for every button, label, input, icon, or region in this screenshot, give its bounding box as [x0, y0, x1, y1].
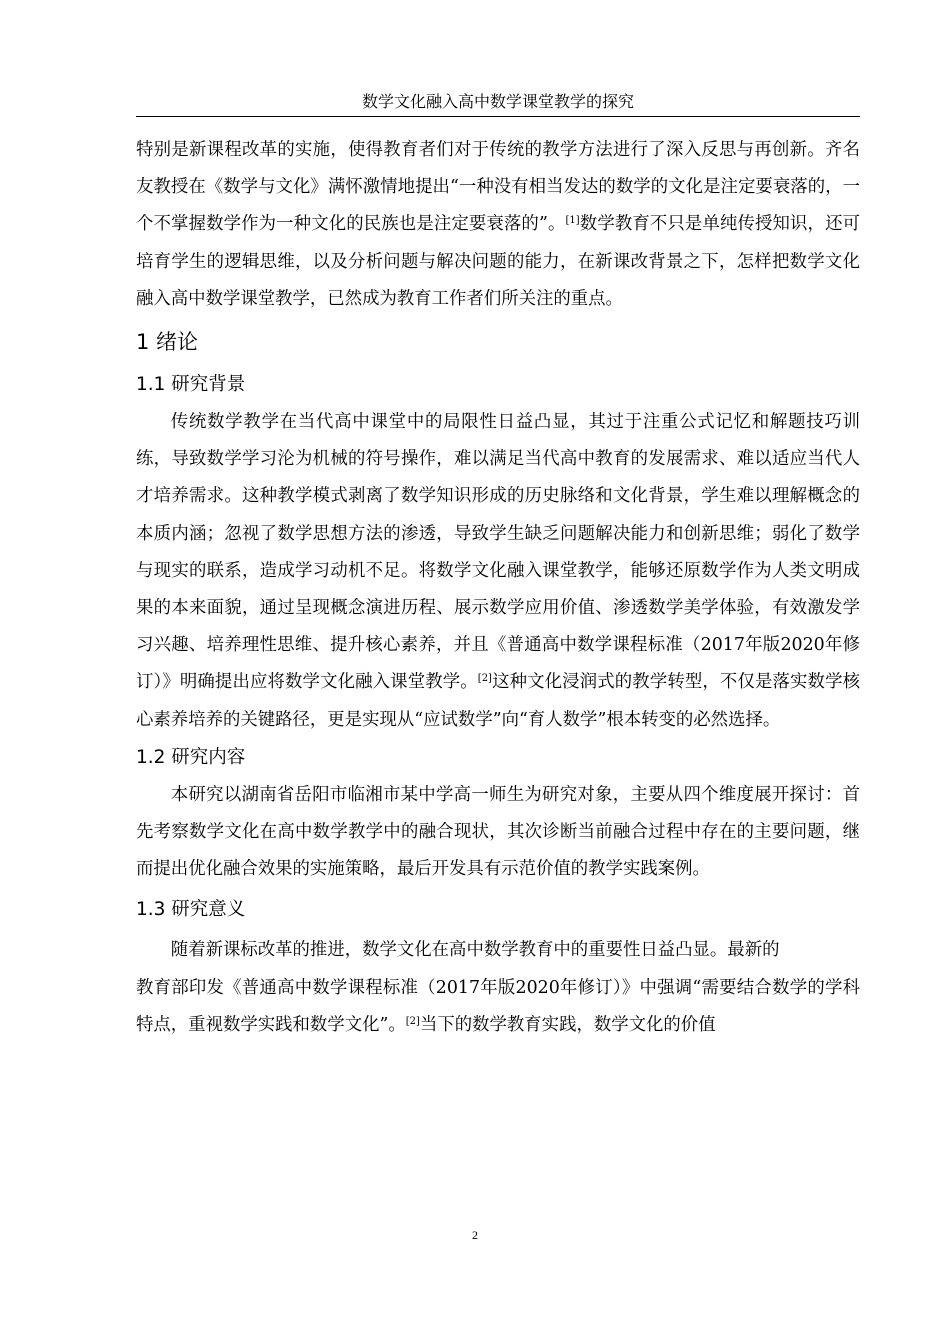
section-1-3-heading: 1.3 研究意义: [136, 899, 246, 921]
section-1-1-text-b: 这种文化浸润式的教学转型，不仅是落实数学核心素养培养的关键路径，更是实现从“应试数学”向“育人数学”根本转变的必然选择。: [136, 672, 860, 730]
header-title: 数学文化融入高中数学课堂教学的探究: [361, 92, 634, 111]
section-1-3-paragraph: [136, 970, 860, 1044]
intro-text-b: 数学教育不只是单纯传授知识，还可培育学生的逻辑思维，以及分析问题与解决问题的能力，在新课改背景之下，怎样把数学文化融入高中数学课堂教学，已然成为教育工作者们所关注的重点。: [136, 214, 860, 309]
section-1-1-heading: 1.1 研究背景: [136, 374, 246, 396]
citation-1: [1]: [565, 215, 580, 227]
citation-2-repeat: [2]: [405, 1015, 420, 1027]
section-1-3-text-b: 教育部印发《普通高中数学课程标准（2017年版2020年修订）》中强调“需要结合数学的学科特点，重视数学实践和数学文化”。: [136, 977, 860, 1035]
intro-paragraph: [136, 132, 860, 318]
section-1-3-paragraph-first-line: 随着新课标改革的推进，数学文化在高中数学教育中的重要性日益凸显。最新的: [170, 940, 780, 961]
section-1-1-paragraph: [136, 404, 860, 739]
section-1-2-paragraph: 本研究以湖南省岳阳市临湘市某中学高一师生为研究对象，主要从四个维度展开探讨：首先考察数学文化在高中数学教学中的融合现状，其次诊断当前融合过程中存在的主要问题，继而提出优化融合效果的实施策略，最后开发具有示范价值的教学实践案例。: [136, 784, 860, 880]
section-1-2-heading: 1.2 研究内容: [136, 746, 246, 768]
intro-text-a: 特别是新课程改革的实施，使得教育者们对于传统的教学方法进行了深入反思与再创新。齐名友教授在《数学与文化》满怀激情地提出“一种没有相当发达的数学的文化是注定要衰落的，一个不掌握数学作为一种文化的民族也是注定要衰落的”。: [136, 140, 860, 235]
chapter-1-heading: 1 绪论: [136, 330, 199, 355]
section-1-1-text-a: 传统数学教学在当代高中课堂中的局限性日益凸显，其过于注重公式记忆和解题技巧训练，导致数学学习沦为机械的符号操作，难以满足当代高中教育的发展需求、难以适应当代人才培养需求。这种教学模式剥离了数学知识形成的历史脉络和文化背景，学生难以理解概念的本质内涵；忽视了数学思想方法的渗透，导致学生缺乏问题解决能力和创新思维；弱化了数学与现实的联系，造成学习动机不足。将数学文化融入课堂教学，能够还原数学作为人类文明成果的本来面貌，通过呈现概念演进历程、展示数学应用价值、渗透数学美学体验，有效激发学习兴趣、培养理性思维、提升核心素养，并且《普通高中数学课程标准（2017年版2020年修订）》明确提出应将数学文化融入课堂教学。: [136, 412, 860, 693]
citation-2: [2]: [477, 673, 492, 685]
page-footer: [0, 1227, 950, 1243]
section-1-3-text-c: 当下的数学教育实践，数学文化的价值: [419, 1014, 716, 1035]
page-header: [136, 88, 860, 117]
page-number: 2: [472, 1228, 478, 1242]
document-body: [136, 132, 860, 1044]
